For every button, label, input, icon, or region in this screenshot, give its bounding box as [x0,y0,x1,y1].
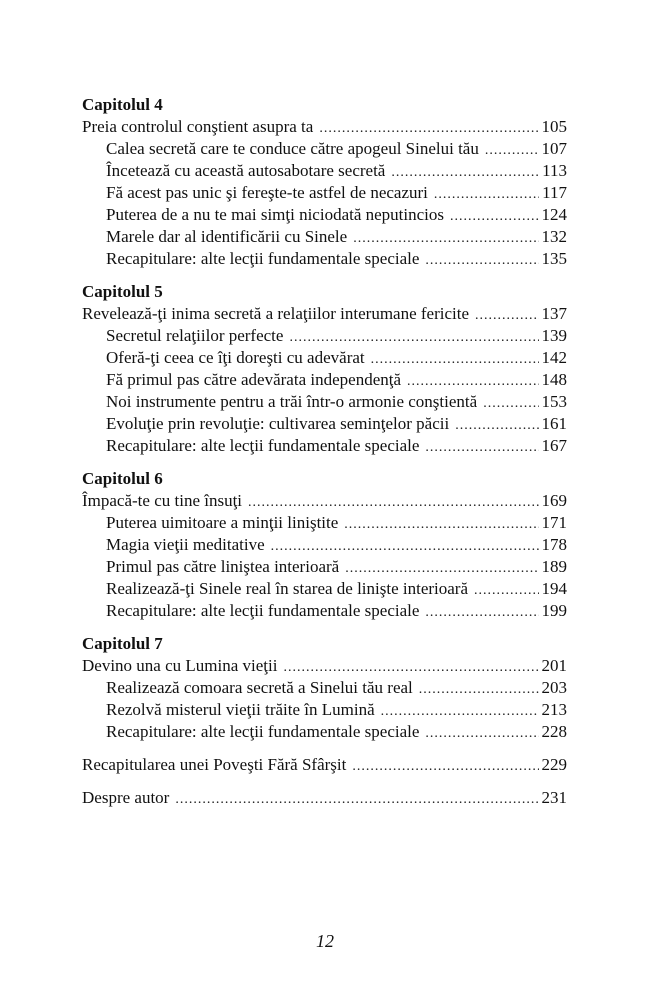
table-of-contents [82,94,567,820]
toc-chapter-entry[interactable] [82,490,567,512]
entry-page-number: 189 [541,557,567,576]
chapter-heading: Capitolul 4 [82,95,163,114]
entry-title: Recapitulare: alte lecţii fundamentale speciale [106,601,420,620]
entry-title: Primul pas către liniştea interioară [106,557,340,576]
toc-subsection-entry[interactable] [82,534,567,556]
entry-page-number: 169 [541,491,567,510]
entry-title: Magia vieţii meditative [106,535,265,554]
entry-page-number: 201 [541,656,567,675]
toc-subsection-entry[interactable] [82,204,567,226]
toc-subsection-entry[interactable] [82,226,567,248]
toc-standalone-entry[interactable] [82,754,567,776]
entry-title: Fă primul pas către adevărata independenţă [106,370,402,389]
entry-title: Calea secretă care te conduce către apogeul Sinelui tău [106,139,479,158]
entry-page-number: 124 [541,205,567,224]
dot-leader [434,184,539,206]
entry-title: Rezolvă misterul vieţii trăite în Lumină [106,700,375,719]
entry-page-number: 203 [541,678,567,697]
dot-leader [344,514,538,536]
toc-subsection-entry[interactable] [82,369,567,391]
dot-leader [371,349,539,371]
chapter-section [82,281,567,457]
dot-leader [455,415,538,437]
chapter-heading: Capitolul 7 [82,634,163,653]
toc-chapter-entry[interactable] [82,303,567,325]
dot-leader [474,580,538,602]
dot-leader [483,393,538,415]
toc-subsection-entry[interactable] [82,578,567,600]
entry-title: Puterea de a nu te mai simţi niciodată neputincios [106,205,445,224]
dot-leader [381,701,539,723]
toc-subsection-entry[interactable] [82,677,567,699]
entry-title: Realizează-ţi Sinele real în starea de linişte interioară [106,579,469,598]
entry-page-number: 171 [541,513,567,532]
entry-page-number: 148 [541,370,567,389]
entry-page-number: 153 [541,392,567,411]
entry-page-number: 142 [541,348,567,367]
dot-leader [419,679,539,701]
dot-leader [283,657,538,679]
dot-leader [248,492,538,514]
entry-page-number: 117 [542,183,567,202]
dot-leader [425,723,538,745]
dot-leader [450,206,538,228]
entry-page-number: 167 [541,436,567,455]
dot-leader [271,536,539,558]
dot-leader [345,558,538,580]
toc-chapter-entry[interactable] [82,116,567,138]
entry-page-number: 228 [541,722,567,741]
toc-standalone-entry[interactable] [82,787,567,809]
dot-leader [425,437,538,459]
toc-subsection-entry[interactable] [82,721,567,743]
entry-page-number: 105 [541,117,567,136]
entry-page-number: 161 [541,414,567,433]
dot-leader [175,789,538,811]
entry-page-number: 213 [541,700,567,719]
toc-subsection-entry[interactable] [82,512,567,534]
chapter-section [82,468,567,622]
entry-page-number: 178 [541,535,567,554]
entry-page-number: 199 [541,601,567,620]
entry-title: Revelează-ţi inima secretă a relaţiilor interumane fericite [82,304,470,323]
dot-leader [353,228,538,250]
entry-title: Recapitulare: alte lecţii fundamentale speciale [106,436,420,455]
toc-subsection-entry[interactable] [82,600,567,622]
entry-page-number: 231 [541,788,567,807]
entry-page-number: 139 [541,326,567,345]
entry-title: Recapitulare: alte lecţii fundamentale speciale [106,722,420,741]
entry-title: Împacă-te cu tine însuţi [82,491,243,510]
toc-chapter-entry[interactable] [82,655,567,677]
entry-page-number: 107 [541,139,567,158]
entry-title: Recapitulare: alte lecţii fundamentale speciale [106,249,420,268]
dot-leader [289,327,538,349]
entry-title: Oferă-ţi ceea ce îţi doreşti cu adevărat [106,348,365,367]
toc-subsection-entry[interactable] [82,160,567,182]
toc-subsection-entry[interactable] [82,347,567,369]
entry-page-number: 137 [541,304,567,323]
dot-leader [407,371,538,393]
toc-subsection-entry[interactable] [82,435,567,457]
entry-title: Noi instrumente pentru a trăi într-o armonie conştientă [106,392,478,411]
entry-title: Recapitularea unei Poveşti Fără Sfârşit [82,755,347,774]
entry-title: Devino una cu Lumina vieţii [82,656,278,675]
dot-leader [425,602,538,624]
standalone-section [82,787,567,809]
toc-subsection-entry[interactable] [82,325,567,347]
entry-title: Secretul relaţiilor perfecte [106,326,284,345]
dot-leader [319,118,538,140]
entry-title: Puterea uimitoare a minţii liniştite [106,513,339,532]
entry-title: Fă acest pas unic şi fereşte-te astfel de necazuri [106,183,428,202]
entry-page-number: 194 [541,579,567,598]
entry-title: Evoluţie prin revoluţie: cultivarea seminţelor păcii [106,414,450,433]
toc-subsection-entry[interactable] [82,248,567,270]
toc-subsection-entry[interactable] [82,413,567,435]
entry-title: Încetează cu această autosabotare secretă [106,161,386,180]
chapter-heading: Capitolul 6 [82,469,163,488]
dot-leader [352,756,538,778]
toc-subsection-entry[interactable] [82,138,567,160]
entry-title: Realizează comoara secretă a Sinelui tău real [106,678,413,697]
entry-page-number: 229 [541,755,567,774]
entry-title: Preia controlul conştient asupra ta [82,117,314,136]
dot-leader [391,162,539,184]
toc-subsection-entry[interactable] [82,391,567,413]
entry-title: Marele dar al identificării cu Sinele [106,227,348,246]
entry-page-number: 113 [542,161,567,180]
chapter-section [82,633,567,743]
chapter-section [82,94,567,270]
entry-title: Despre autor [82,788,170,807]
dot-leader [475,305,538,327]
entry-page-number: 135 [541,249,567,268]
toc-subsection-entry[interactable] [82,556,567,578]
standalone-section [82,754,567,776]
chapter-heading: Capitolul 5 [82,282,163,301]
toc-subsection-entry[interactable] [82,699,567,721]
page-number: 12 [316,931,334,951]
dot-leader [485,140,539,162]
toc-subsection-entry[interactable] [82,182,567,204]
dot-leader [425,250,538,272]
entry-page-number: 132 [541,227,567,246]
